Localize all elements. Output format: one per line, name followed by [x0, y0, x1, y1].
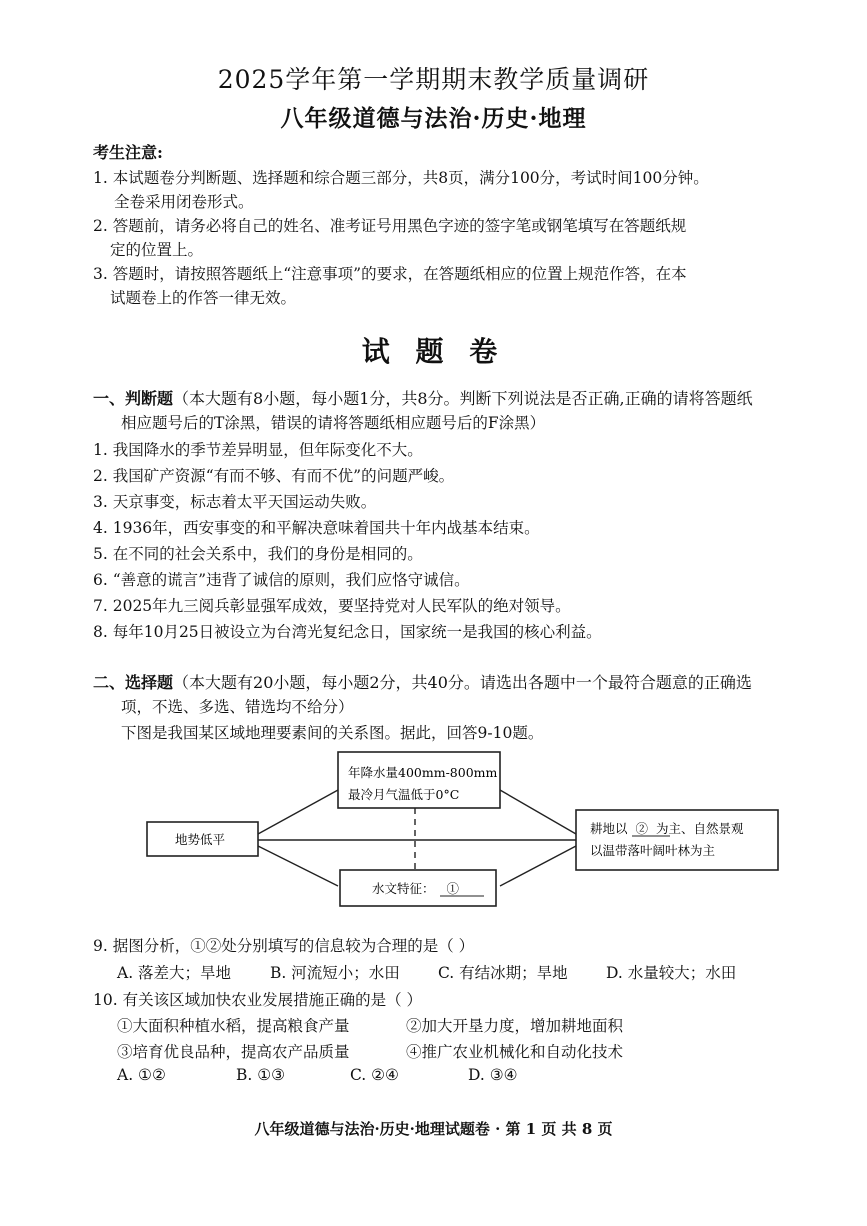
section1-desc: （本大题有8小题，每小题1分，共8分。判断下列说法是否正确,正确的请将答题纸: [173, 389, 753, 408]
exam-title: 2025学年第一学期期末教学质量调研: [217, 65, 650, 94]
paper-title: 试 题 卷: [361, 335, 506, 368]
q9-stem: 9. 据图分析，①②处分别填写的信息较为合理的是（ ）: [93, 937, 475, 955]
climate-text-2: 最冷月气温低于0°C: [348, 787, 460, 802]
question-item: 6. “善意的谎言”违背了诚信的原则，我们应恪守诚信。: [93, 571, 470, 589]
notice-line: 全卷采用闭卷形式。: [114, 193, 254, 211]
blank-2: ②: [635, 821, 649, 836]
page-footer: 八年级道德与法治·历史·地理试题卷 · 第 1 页 共 8 页: [254, 1120, 613, 1138]
q9-option-d: D. 水量较大；水田: [606, 964, 737, 982]
notice-line: 3. 答题时，请按照答题纸上“注意事项”的要求，在答题纸相应的位置上规范作答，在本: [93, 265, 687, 283]
q10-item: ③培育优良品种，提高农产品质量: [117, 1043, 350, 1061]
section2-label: 二、选择题: [93, 673, 174, 692]
section1-desc-cont: 相应题号后的T涂黑，错误的请将答题纸相应题号后的F涂黑）: [121, 414, 546, 432]
q9-option-c: C. 有结冰期；旱地: [438, 964, 568, 982]
q10-option-d: D. ③④: [468, 1066, 518, 1084]
question-item: 7. 2025年九三阅兵彰显强军成效，要坚持党对人民军队的绝对领导。: [93, 597, 571, 615]
q10-item: ①大面积种植水稻，提高粮食产量: [117, 1017, 350, 1035]
q10-item: ②加大开垦力度，增加耕地面积: [406, 1017, 624, 1035]
question-item: 2. 我国矿产资源“有而不够、有而不优”的问题严峻。: [93, 467, 455, 485]
notice-line: 1. 本试题卷分判断题、选择题和综合题三部分，共8页，满分100分，考试时间100分钟。: [93, 169, 709, 187]
section1-label: 一、判断题: [93, 389, 174, 408]
section2-desc-cont: 项，不选、多选、错选均不给分）: [121, 698, 354, 716]
land-use-box: [576, 810, 778, 870]
land-use-text-1: [590, 821, 744, 836]
q9-option-a: A. 落差大；旱地: [117, 964, 232, 982]
climate-text-1: 年降水量400mm-800mm: [348, 765, 498, 780]
notice-line: 试题卷上的作答一律无效。: [110, 289, 297, 307]
q10-option-b: B. ①③: [236, 1066, 286, 1084]
notice-heading: 考生注意:: [93, 143, 163, 162]
land-use-suffix: 为主、自然景观: [656, 821, 744, 836]
hydrology-label: 水文特征：: [372, 881, 435, 896]
diagram-intro: 下图是我国某区域地理要素间的关系图。据此，回答9-10题。: [121, 724, 544, 742]
question-item: 1. 我国降水的季节差异明显，但年际变化不大。: [93, 441, 423, 459]
notice-line: 2. 答题前，请务必将自己的姓名、准考证号用黑色字迹的签字笔或钢笔填写在答题纸规: [93, 217, 687, 235]
blank-1: ①: [446, 881, 460, 896]
question-item: 5. 在不同的社会关系中，我们的身份是相同的。: [93, 545, 423, 563]
question-item: 3. 天京事变，标志着太平天国运动失败。: [93, 493, 377, 511]
terrain-text: 地势低平: [175, 832, 226, 847]
q10-option-c: C. ②④: [350, 1066, 399, 1084]
question-item: 8. 每年10月25日被设立为台湾光复纪念日，国家统一是我国的核心利益。: [93, 623, 602, 641]
section2-desc: （本大题有20小题，每小题2分，共40分。请选出各题中一个最符合题意的正确选: [173, 673, 752, 692]
question-item: 4. 1936年，西安事变的和平解决意味着国共十年内战基本结束。: [93, 519, 540, 537]
land-use-text-2: 以温带落叶阔叶林为主: [590, 843, 716, 858]
hydrology-text: [372, 881, 459, 896]
q9-option-b: B. 河流短小；水田: [270, 964, 400, 982]
q10-stem: 10. 有关该区域加快农业发展措施正确的是（ ）: [93, 991, 423, 1009]
q10-item: ④推广农业机械化和自动化技术: [406, 1043, 624, 1061]
q10-option-a: A. ①②: [117, 1066, 166, 1084]
land-use-prefix: 耕地以: [590, 821, 628, 836]
exam-subtitle: 八年级道德与法治·历史·地理: [280, 105, 587, 132]
notice-line: 定的位置上。: [110, 241, 204, 259]
